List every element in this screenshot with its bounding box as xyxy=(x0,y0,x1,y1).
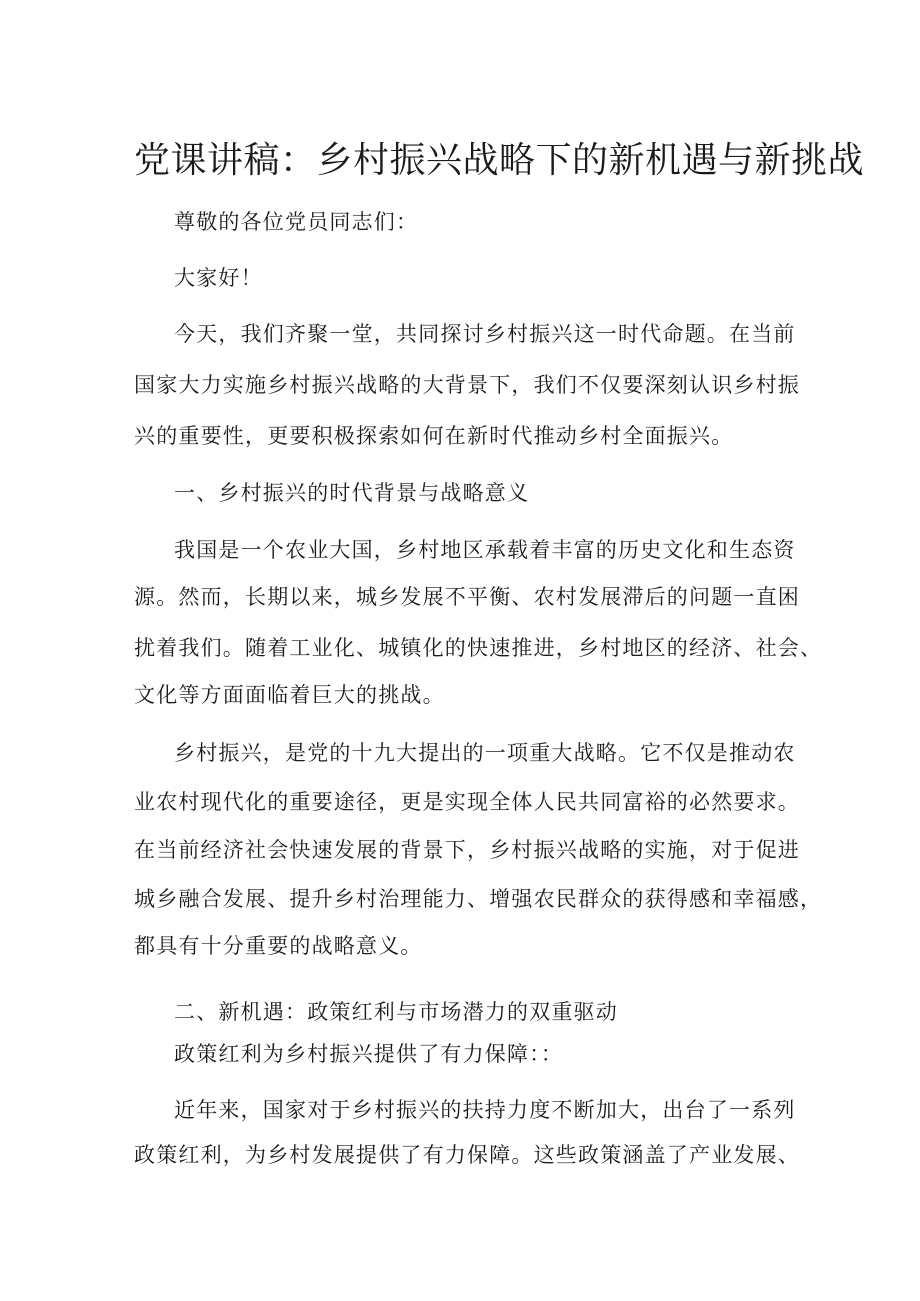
section1-p1-line-2: 源。然而，长期以来，城乡发展不平衡、农村发展滞后的问题一直困 xyxy=(134,585,800,609)
section2-subheading: 政策红利为乡村振兴提供了有力保障：： xyxy=(174,1042,564,1066)
section1-p2-line-5: 都具有十分重要的战略意义。 xyxy=(134,934,423,958)
section1-p1-line-3: 扰着我们。随着工业化、城镇化的快速推进，乡村地区的经济、社会、 xyxy=(134,636,823,660)
section2-heading: 二、新机遇：政策红利与市场潜力的双重驱动 xyxy=(174,1000,618,1024)
section2-p1-line-2: 政策红利，为乡村发展提供了有力保障。这些政策涵盖了产业发展、 xyxy=(134,1143,800,1167)
section1-p1-line-4: 文化等方面面临着巨大的挑战。 xyxy=(134,683,445,707)
intro-line-1: 今天，我们齐聚一堂，共同探讨乡村振兴这一时代命题。在当前 xyxy=(174,322,796,346)
document-title: 党课讲稿：乡村振兴战略下的新机遇与新挑战 xyxy=(134,140,865,181)
intro-line-3: 兴的重要性，更要积极探索如何在新时代推动乡村全面振兴。 xyxy=(134,424,734,448)
section1-p2-line-2: 业农村现代化的重要途径，更是实现全体人民共同富裕的必然要求。 xyxy=(134,790,800,814)
hello-line: 大家好！ xyxy=(174,266,263,290)
intro-line-2: 国家大力实施乡村振兴战略的大背景下，我们不仅要深刻认识乡村振 xyxy=(134,373,800,397)
section1-heading: 一、乡村振兴的时代背景与战略意义 xyxy=(174,481,530,505)
section1-p2-line-3: 在当前经济社会快速发展的背景下，乡村振兴战略的实施，对于促进 xyxy=(134,838,800,862)
section2-p1-line-1: 近年来，国家对于乡村振兴的扶持力度不断加大，出台了一系列 xyxy=(174,1098,796,1122)
section1-p1-line-1: 我国是一个农业大国，乡村地区承载着丰富的历史文化和生态资 xyxy=(174,538,796,562)
section1-p2-line-4: 城乡融合发展、提升乡村治理能力、增强农民群众的获得感和幸福感， xyxy=(134,887,823,911)
section1-p2-line-1: 乡村振兴，是党的十九大提出的一项重大战略。它不仅是推动农 xyxy=(174,741,796,765)
greeting-line: 尊敬的各位党员同志们： xyxy=(174,210,419,234)
